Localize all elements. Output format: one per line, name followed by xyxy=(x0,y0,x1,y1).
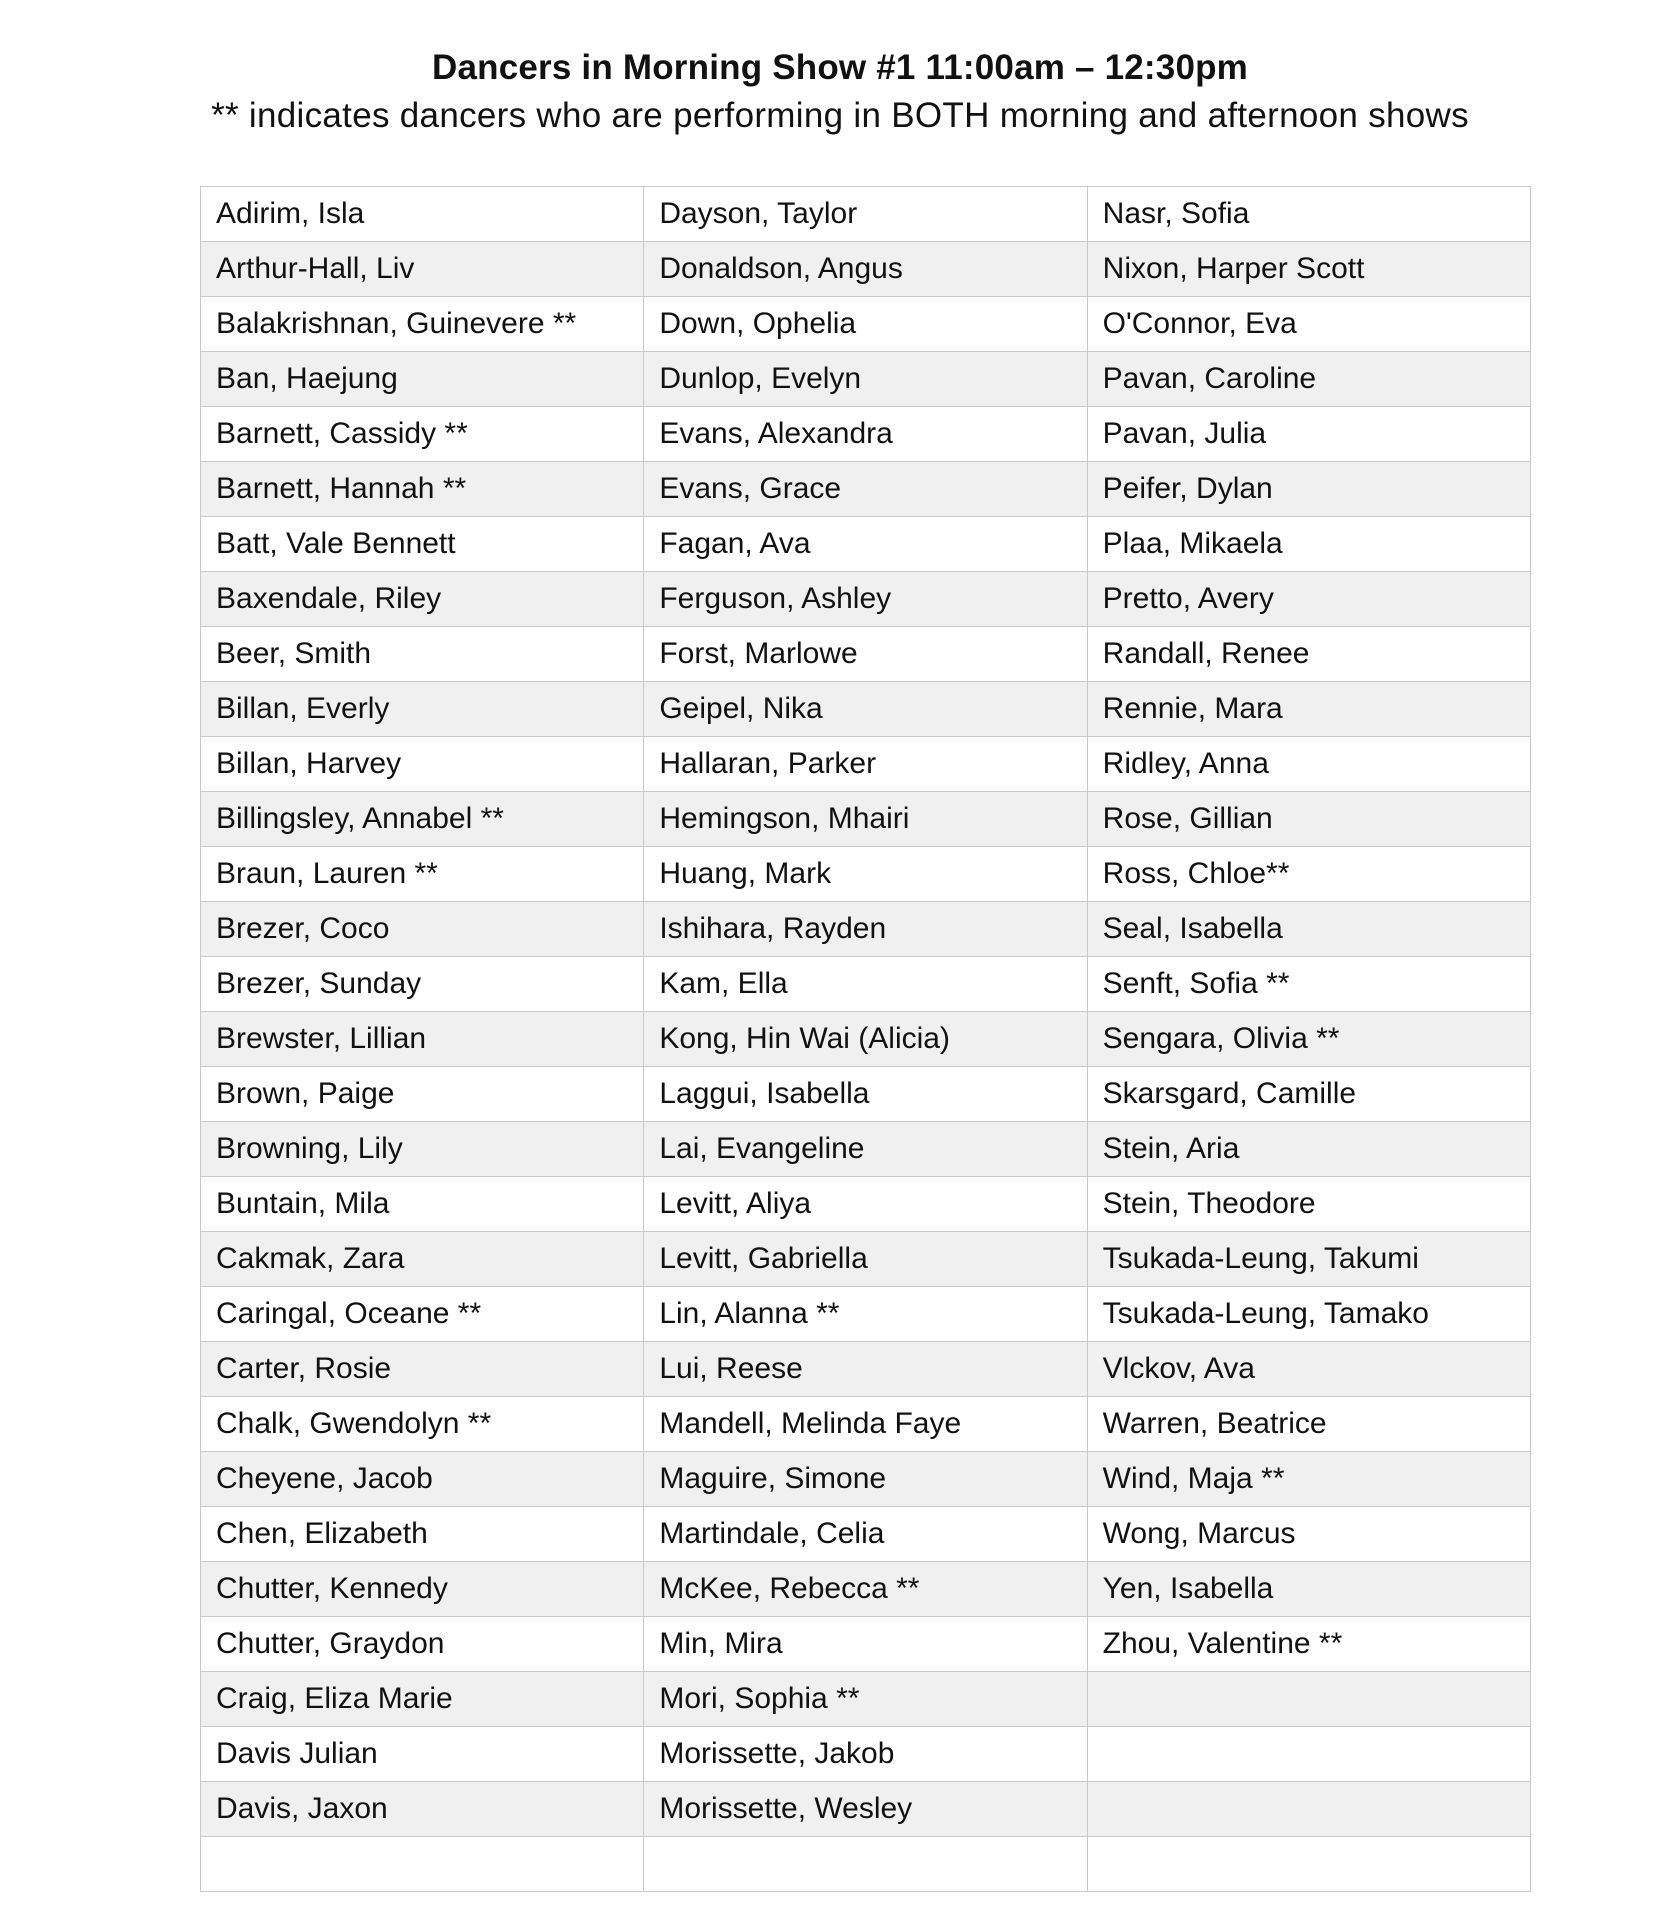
table-row xyxy=(201,957,1531,1012)
dancer-roster-table xyxy=(200,186,1531,1892)
table-row xyxy=(201,847,1531,902)
table-row xyxy=(201,1232,1531,1287)
dancer-name-cell: Levitt, Aliya xyxy=(644,1177,1087,1232)
dancer-name-cell: Stein, Theodore xyxy=(1087,1177,1530,1232)
dancer-name-cell: Geipel, Nika xyxy=(644,682,1087,737)
dancer-name-cell: Lai, Evangeline xyxy=(644,1122,1087,1177)
table-row xyxy=(201,1177,1531,1232)
document-header xyxy=(0,44,1680,140)
document-subtitle: ** indicates dancers who are performing in BOTH morning and afternoon shows xyxy=(211,96,1469,135)
dancer-name-cell: Maguire, Simone xyxy=(644,1452,1087,1507)
table-row xyxy=(201,1727,1531,1782)
dancer-name-cell: Ishihara, Rayden xyxy=(644,902,1087,957)
table-row xyxy=(201,187,1531,242)
dancer-name-cell: Dayson, Taylor xyxy=(644,187,1087,242)
dancer-name-cell: Wong, Marcus xyxy=(1087,1507,1530,1562)
dancer-name-cell: Batt, Vale Bennett xyxy=(201,517,644,572)
table-row xyxy=(201,462,1531,517)
dancer-name-cell: Dunlop, Evelyn xyxy=(644,352,1087,407)
dancer-name-cell: Brezer, Sunday xyxy=(201,957,644,1012)
dancer-name-cell xyxy=(1087,1727,1530,1782)
table-row xyxy=(201,1562,1531,1617)
dancer-name-cell: Billan, Harvey xyxy=(201,737,644,792)
roster-body xyxy=(201,187,1531,1892)
dancer-name-cell: Caringal, Oceane ** xyxy=(201,1287,644,1342)
dancer-name-cell: Sengara, Olivia ** xyxy=(1087,1012,1530,1067)
dancer-name-cell: Forst, Marlowe xyxy=(644,627,1087,682)
dancer-name-cell: Beer, Smith xyxy=(201,627,644,682)
table-row xyxy=(201,572,1531,627)
dancer-name-cell: Plaa, Mikaela xyxy=(1087,517,1530,572)
dancer-name-cell xyxy=(1087,1837,1530,1892)
dancer-name-cell: Chen, Elizabeth xyxy=(201,1507,644,1562)
table-row xyxy=(201,297,1531,352)
dancer-name-cell: Balakrishnan, Guinevere ** xyxy=(201,297,644,352)
dancer-name-cell: Evans, Alexandra xyxy=(644,407,1087,462)
dancer-name-cell: Chalk, Gwendolyn ** xyxy=(201,1397,644,1452)
dancer-name-cell xyxy=(201,1837,644,1892)
table-row xyxy=(201,517,1531,572)
dancer-name-cell: Evans, Grace xyxy=(644,462,1087,517)
dancer-name-cell: Lui, Reese xyxy=(644,1342,1087,1397)
dancer-name-cell: Pretto, Avery xyxy=(1087,572,1530,627)
dancer-name-cell: Martindale, Celia xyxy=(644,1507,1087,1562)
table-row xyxy=(201,1122,1531,1177)
dancer-name-cell: Randall, Renee xyxy=(1087,627,1530,682)
table-row xyxy=(201,792,1531,847)
dancer-name-cell: Mori, Sophia ** xyxy=(644,1672,1087,1727)
table-row xyxy=(201,1287,1531,1342)
dancer-name-cell: Donaldson, Angus xyxy=(644,242,1087,297)
dancer-name-cell: Carter, Rosie xyxy=(201,1342,644,1397)
dancer-name-cell xyxy=(1087,1672,1530,1727)
dancer-name-cell: Braun, Lauren ** xyxy=(201,847,644,902)
dancer-name-cell: Craig, Eliza Marie xyxy=(201,1672,644,1727)
dancer-name-cell: Arthur-Hall, Liv xyxy=(201,242,644,297)
dancer-name-cell: Zhou, Valentine ** xyxy=(1087,1617,1530,1672)
dancer-name-cell: Barnett, Cassidy ** xyxy=(201,407,644,462)
dancer-name-cell: Brezer, Coco xyxy=(201,902,644,957)
dancer-name-cell: Wind, Maja ** xyxy=(1087,1452,1530,1507)
table-row xyxy=(201,902,1531,957)
table-row xyxy=(201,737,1531,792)
dancer-name-cell: Tsukada-Leung, Takumi xyxy=(1087,1232,1530,1287)
dancer-name-cell: Vlckov, Ava xyxy=(1087,1342,1530,1397)
dancer-name-cell: Pavan, Caroline xyxy=(1087,352,1530,407)
dancer-name-cell: Peifer, Dylan xyxy=(1087,462,1530,517)
dancer-name-cell: Skarsgard, Camille xyxy=(1087,1067,1530,1122)
dancer-name-cell xyxy=(644,1837,1087,1892)
dancer-name-cell: Davis Julian xyxy=(201,1727,644,1782)
dancer-name-cell: Levitt, Gabriella xyxy=(644,1232,1087,1287)
dancer-name-cell: Min, Mira xyxy=(644,1617,1087,1672)
dancer-name-cell: O'Connor, Eva xyxy=(1087,297,1530,352)
dancer-name-cell: Rennie, Mara xyxy=(1087,682,1530,737)
dancer-name-cell: Hallaran, Parker xyxy=(644,737,1087,792)
table-row xyxy=(201,1452,1531,1507)
dancer-name-cell: Nasr, Sofia xyxy=(1087,187,1530,242)
dancer-name-cell: McKee, Rebecca ** xyxy=(644,1562,1087,1617)
dancer-name-cell: Kong, Hin Wai (Alicia) xyxy=(644,1012,1087,1067)
document-title: Dancers in Morning Show #1 11:00am – 12:30pm xyxy=(431,48,1249,87)
table-row xyxy=(201,242,1531,297)
table-row xyxy=(201,1067,1531,1122)
table-row xyxy=(201,627,1531,682)
table-row xyxy=(201,352,1531,407)
dancer-name-cell: Barnett, Hannah ** xyxy=(201,462,644,517)
table-row xyxy=(201,1782,1531,1837)
dancer-name-cell: Senft, Sofia ** xyxy=(1087,957,1530,1012)
table-row xyxy=(201,1397,1531,1452)
dancer-name-cell: Ridley, Anna xyxy=(1087,737,1530,792)
dancer-name-cell: Pavan, Julia xyxy=(1087,407,1530,462)
table-row xyxy=(201,1012,1531,1067)
table-row xyxy=(201,1342,1531,1397)
dancer-name-cell xyxy=(1087,1782,1530,1837)
dancer-name-cell: Huang, Mark xyxy=(644,847,1087,902)
dancer-name-cell: Stein, Aria xyxy=(1087,1122,1530,1177)
dancer-name-cell: Ban, Haejung xyxy=(201,352,644,407)
dancer-name-cell: Buntain, Mila xyxy=(201,1177,644,1232)
table-row xyxy=(201,1617,1531,1672)
dancer-name-cell: Mandell, Melinda Faye xyxy=(644,1397,1087,1452)
dancer-name-cell: Tsukada-Leung, Tamako xyxy=(1087,1287,1530,1342)
dancer-name-cell: Baxendale, Riley xyxy=(201,572,644,627)
dancer-name-cell: Davis, Jaxon xyxy=(201,1782,644,1837)
dancer-name-cell: Fagan, Ava xyxy=(644,517,1087,572)
dancer-name-cell: Billan, Everly xyxy=(201,682,644,737)
dancer-name-cell: Ferguson, Ashley xyxy=(644,572,1087,627)
dancer-name-cell: Warren, Beatrice xyxy=(1087,1397,1530,1452)
dancer-name-cell: Laggui, Isabella xyxy=(644,1067,1087,1122)
dancer-name-cell: Seal, Isabella xyxy=(1087,902,1530,957)
dancer-name-cell: Nixon, Harper Scott xyxy=(1087,242,1530,297)
dancer-name-cell: Chutter, Kennedy xyxy=(201,1562,644,1617)
dancer-name-cell: Lin, Alanna ** xyxy=(644,1287,1087,1342)
table-row xyxy=(201,407,1531,462)
table-row xyxy=(201,1837,1531,1892)
dancer-name-cell: Adirim, Isla xyxy=(201,187,644,242)
dancer-name-cell: Yen, Isabella xyxy=(1087,1562,1530,1617)
dancer-name-cell: Cakmak, Zara xyxy=(201,1232,644,1287)
dancer-name-cell: Hemingson, Mhairi xyxy=(644,792,1087,847)
dancer-name-cell: Chutter, Graydon xyxy=(201,1617,644,1672)
dancer-name-cell: Browning, Lily xyxy=(201,1122,644,1177)
dancer-name-cell: Kam, Ella xyxy=(644,957,1087,1012)
table-row xyxy=(201,1672,1531,1727)
table-row xyxy=(201,682,1531,737)
dancer-name-cell: Brewster, Lillian xyxy=(201,1012,644,1067)
dancer-name-cell: Morissette, Jakob xyxy=(644,1727,1087,1782)
dancer-name-cell: Down, Ophelia xyxy=(644,297,1087,352)
dancer-name-cell: Cheyene, Jacob xyxy=(201,1452,644,1507)
dancer-name-cell: Brown, Paige xyxy=(201,1067,644,1122)
table-row xyxy=(201,1507,1531,1562)
dancer-name-cell: Morissette, Wesley xyxy=(644,1782,1087,1837)
dancer-name-cell: Billingsley, Annabel ** xyxy=(201,792,644,847)
dancer-name-cell: Ross, Chloe** xyxy=(1087,847,1530,902)
dancer-name-cell: Rose, Gillian xyxy=(1087,792,1530,847)
